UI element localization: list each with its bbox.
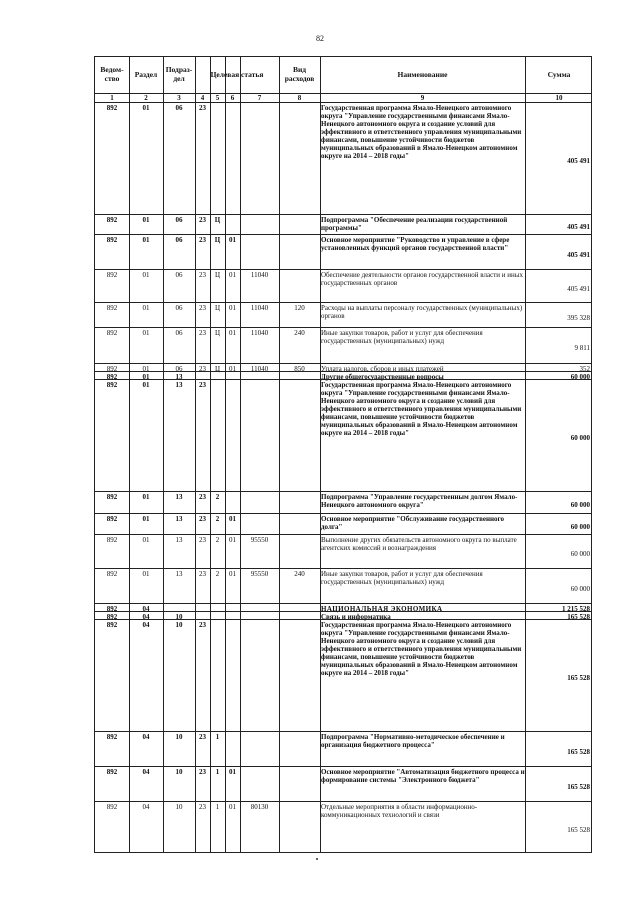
cell-c1: 23 — [199, 104, 206, 112]
column-number: 10 — [555, 94, 563, 102]
cell-ved: 892 — [106, 493, 118, 501]
cell-c1: 23 — [199, 536, 206, 544]
cell-pr: 13 — [175, 570, 183, 578]
column-number: 9 — [420, 94, 425, 102]
cell-pr: 13 — [175, 515, 183, 523]
scan-speck — [316, 858, 318, 860]
header-podrazdel: Подраз-дел — [165, 65, 193, 83]
cell-ved: 892 — [106, 104, 118, 112]
row-sum: 60 000 — [570, 550, 590, 558]
cell-c1: 23 — [199, 733, 206, 741]
row-divider — [95, 731, 591, 732]
row-name: Основное мероприятие "Руководство и управление в сфере установленных функций органов государственной власти" — [321, 236, 510, 252]
cell-c1: 23 — [199, 216, 206, 224]
cell-rz: 01 — [142, 493, 150, 501]
row-divider — [95, 801, 591, 802]
row-name: Связь и информатика — [321, 613, 391, 621]
row-name: Обеспечение деятельности органов государственной власти и иных государственных органов — [321, 271, 523, 287]
cell-rz: 04 — [142, 733, 150, 741]
cell-rz: 04 — [142, 605, 150, 613]
cell-c1: 23 — [199, 515, 206, 523]
cell-c4: 11040 — [250, 365, 269, 373]
cell-ved: 892 — [106, 536, 118, 544]
row-sum: 165 528 — [567, 826, 590, 834]
row-sum: 405 491 — [567, 251, 590, 259]
row-divider — [95, 491, 591, 492]
cell-c1: 23 — [199, 329, 206, 337]
row-name: Иные закупки товаров, работ и услуг для обеспечения государственных (муниципальных) нужд — [321, 329, 483, 345]
row-sum: 60 000 — [570, 501, 590, 509]
cell-c4: 11040 — [250, 329, 269, 337]
cell-rz: 01 — [142, 271, 150, 279]
cell-c4: 95550 — [250, 536, 269, 544]
cell-pr: 06 — [175, 304, 183, 312]
cell-pr: 13 — [175, 381, 183, 389]
row-sum: 1 215 528 — [562, 605, 590, 613]
page-number: 82 — [316, 34, 324, 43]
cell-ved: 892 — [106, 768, 118, 776]
cell-pr: 06 — [175, 329, 183, 337]
row-divider — [95, 269, 591, 270]
cell-c1: 23 — [199, 803, 206, 811]
row-sum: 405 491 — [567, 223, 590, 231]
cell-c2: Ц — [214, 236, 221, 244]
cell-c3: 01 — [229, 803, 236, 811]
cell-c2: 1 — [215, 803, 220, 811]
row-sum: 405 491 — [567, 285, 590, 293]
cell-ved: 892 — [106, 373, 118, 381]
row-name: Выполнение других обязательств автономного округа по выплате агентских комиссий и вознаграждения — [321, 536, 517, 552]
header-naimenovanie: Наименование — [397, 69, 448, 79]
row-name: Государственная программа Ямало-Ненецкого автономного округа "Управление государственными финансами Ямало-Ненецкого автономного округа и создание условий для эффективного и ответственного управления муниципальными финансами, повышение устойчивости бюджетов муниципальных образований в Ямало-Ненецком автономном округе на 2014 – 2018 годы" — [321, 621, 522, 677]
cell-c2: Ц — [214, 271, 221, 279]
cell-rz: 01 — [142, 570, 150, 578]
cell-vid: 240 — [294, 329, 305, 337]
cell-rz: 01 — [142, 381, 150, 389]
cell-c2: 2 — [215, 536, 220, 544]
cell-c1: 23 — [199, 621, 206, 629]
cell-rz: 01 — [142, 365, 150, 373]
row-name: Уплата налогов, сборов и иных платежей — [321, 365, 444, 373]
cell-c1: 23 — [199, 365, 206, 373]
row-divider — [95, 214, 591, 215]
cell-pr: 13 — [175, 373, 183, 381]
cell-ved: 892 — [106, 515, 118, 523]
cell-c3: 01 — [229, 536, 236, 544]
column-number: 2 — [144, 94, 148, 102]
row-divider — [95, 102, 591, 103]
cell-c2: 2 — [215, 515, 220, 523]
cell-ved: 892 — [106, 570, 118, 578]
column-number: 1 — [110, 94, 114, 102]
cell-pr: 06 — [175, 216, 183, 224]
row-divider — [95, 766, 591, 767]
row-name: Государственная программа Ямало-Ненецкого автономного округа "Управление государственными финансами Ямало-Ненецкого автономного округа и создание условий для эффективного и ответственного управления муниципальными финансами, повышение устойчивости бюджетов муниципальных образований в Ямало-Ненецком автономном округе на 2014 – 2018 годы" — [321, 104, 522, 160]
row-divider — [95, 379, 591, 380]
column-number: 8 — [297, 94, 302, 102]
cell-rz: 01 — [142, 104, 150, 112]
cell-ved: 892 — [106, 733, 118, 741]
cell-rz: 04 — [142, 621, 150, 629]
cell-pr: 10 — [175, 803, 183, 811]
cell-pr: 10 — [175, 621, 183, 629]
column-number: 6 — [230, 94, 235, 102]
header-vid-rashodov: Вид расходов — [284, 65, 315, 83]
cell-pr: 10 — [175, 613, 183, 621]
cell-rz: 04 — [142, 613, 150, 621]
row-name: Подпрограмма "Управление государственным долгом Ямало-Ненецкого автономного округа" — [321, 493, 518, 509]
row-name: Подпрограмма "Нормативно-методическое обеспечение и организация бюджетного процесса" — [321, 733, 505, 749]
row-sum: 165 528 — [567, 674, 590, 682]
row-divider — [95, 363, 591, 364]
row-divider — [95, 371, 591, 372]
cell-c3: 01 — [229, 271, 236, 279]
row-name: НАЦИОНАЛЬНАЯ ЭКОНОМИКА — [321, 605, 443, 613]
row-sum: 165 528 — [567, 748, 590, 756]
row-sum: 165 528 — [567, 783, 590, 791]
header-razdel: Раздел — [134, 69, 158, 79]
column-number: 4 — [200, 94, 205, 102]
cell-ved: 892 — [106, 236, 118, 244]
grid-vline — [525, 57, 526, 852]
row-divider — [95, 327, 591, 328]
grid-vline — [279, 57, 280, 852]
cell-rz: 01 — [142, 373, 150, 381]
cell-c1: 23 — [199, 236, 206, 244]
row-divider — [95, 611, 591, 612]
cell-ved: 892 — [106, 329, 118, 337]
cell-c1: 23 — [199, 570, 206, 578]
row-divider — [95, 534, 591, 535]
cell-pr: 10 — [175, 768, 183, 776]
column-number: 7 — [257, 94, 262, 102]
cell-c3: 01 — [229, 515, 236, 523]
cell-pr: 06 — [175, 365, 183, 373]
cell-c3: 01 — [229, 768, 236, 776]
grid-vline — [240, 57, 241, 852]
cell-ved: 892 — [106, 216, 118, 224]
row-sum: 395 328 — [567, 314, 590, 322]
row-name: Иные закупки товаров, работ и услуг для обеспечения государственных (муниципальных) нужд — [321, 570, 483, 586]
row-name: Подпрограмма "Обеспечение реализации государственной программы" — [321, 216, 508, 232]
cell-pr: 10 — [175, 733, 183, 741]
header-summa: Сумма — [547, 69, 571, 79]
cell-c4: 11040 — [250, 271, 269, 279]
row-sum: 60 000 — [570, 373, 590, 381]
cell-c2: Ц — [214, 329, 221, 337]
cell-rz: 01 — [142, 216, 150, 224]
column-number: 5 — [215, 94, 220, 102]
budget-table — [94, 56, 592, 853]
header-celevaya-statya: Целевая статья — [210, 69, 264, 79]
cell-rz: 01 — [142, 536, 150, 544]
cell-rz: 04 — [142, 803, 150, 811]
column-number: 3 — [177, 94, 181, 102]
cell-pr: 13 — [175, 493, 183, 501]
row-name: Другие общегосударственные вопросы — [321, 373, 444, 381]
row-divider — [95, 302, 591, 303]
cell-c3: 01 — [229, 365, 236, 373]
row-name: Расходы на выплаты персоналу государственных (муниципальных) органов — [321, 304, 523, 320]
cell-pr: 06 — [175, 104, 183, 112]
cell-c2: 1 — [215, 768, 220, 776]
cell-pr: 13 — [175, 536, 183, 544]
cell-vid: 240 — [294, 570, 305, 578]
cell-c3: 01 — [229, 304, 236, 312]
cell-c2: Ц — [214, 365, 221, 373]
cell-c3: 01 — [229, 570, 236, 578]
cell-rz: 01 — [142, 236, 150, 244]
row-divider — [95, 568, 591, 569]
cell-ved: 892 — [106, 304, 118, 312]
cell-ved: 892 — [106, 621, 118, 629]
row-divider — [95, 619, 591, 620]
row-name: Государственная программа Ямало-Ненецкого автономного округа "Управление государственными финансами Ямало-Ненецкого автономного округа и создание условий для эффективного и ответственного управления муниципальными финансами, повышение устойчивости бюджетов муниципальных образований в Ямало-Ненецком автономном округе на 2014 – 2018 годы" — [321, 381, 522, 437]
row-name: Основное мероприятие "Автоматизация бюджетного процесса и формирование системы "Электронного бюджета" — [321, 768, 525, 784]
row-sum: 165 528 — [567, 613, 590, 621]
header-vedomstvo: Ведом-ство — [100, 65, 124, 83]
cell-c2: Ц — [214, 216, 221, 224]
cell-ved: 892 — [106, 613, 118, 621]
cell-vid: 850 — [294, 365, 305, 373]
cell-rz: 01 — [142, 515, 150, 523]
row-divider — [95, 513, 591, 514]
cell-ved: 892 — [106, 381, 118, 389]
cell-c3: 01 — [229, 329, 236, 337]
cell-ved: 892 — [106, 605, 118, 613]
cell-pr: 06 — [175, 236, 183, 244]
cell-ved: 892 — [106, 803, 118, 811]
cell-c1: 23 — [199, 381, 206, 389]
cell-c3: 01 — [229, 236, 236, 244]
cell-c1: 23 — [199, 304, 206, 312]
cell-c2: 2 — [215, 493, 220, 501]
cell-rz: 04 — [142, 768, 150, 776]
cell-c1: 23 — [199, 768, 206, 776]
cell-rz: 01 — [142, 304, 150, 312]
row-sum: 60 000 — [570, 585, 590, 593]
row-sum: 60 000 — [570, 523, 590, 531]
cell-ved: 892 — [106, 271, 118, 279]
row-sum: 9 811 — [574, 344, 590, 352]
row-sum: 405 491 — [567, 157, 590, 165]
grid-vline — [225, 57, 226, 852]
cell-c2: 2 — [215, 570, 220, 578]
cell-ved: 892 — [106, 365, 118, 373]
cell-pr: 06 — [175, 271, 183, 279]
cell-c4: 95550 — [250, 570, 269, 578]
cell-vid: 120 — [294, 304, 305, 312]
cell-c2: Ц — [214, 304, 221, 312]
cell-c1: 23 — [199, 493, 206, 501]
row-divider — [95, 603, 591, 604]
row-sum: 60 000 — [570, 434, 590, 442]
cell-rz: 01 — [142, 329, 150, 337]
cell-c1: 23 — [199, 271, 206, 279]
row-name: Основное мероприятие "Обслуживание государственного долга" — [321, 515, 505, 531]
row-divider — [95, 234, 591, 235]
cell-c2: 1 — [215, 733, 220, 741]
row-sum: 352 — [579, 365, 590, 373]
cell-c4: 11040 — [250, 304, 269, 312]
cell-c4: 80130 — [250, 803, 269, 811]
row-name: Отдельные мероприятия в области информационно-коммуникационных технологий и связи — [321, 803, 478, 819]
